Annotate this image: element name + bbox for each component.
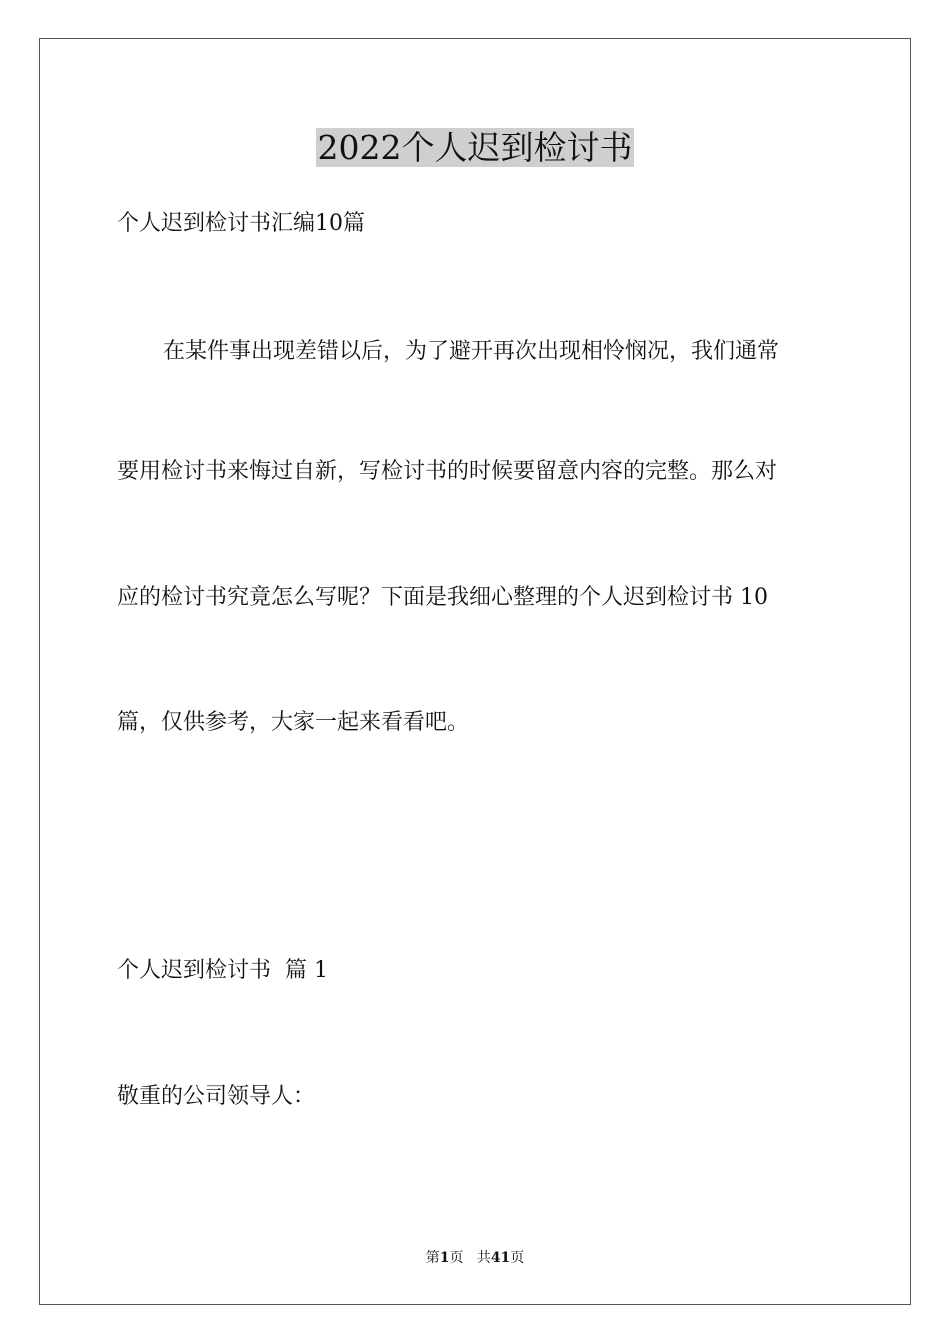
footer-page-suffix: 页 (449, 1250, 464, 1266)
footer-page-prefix: 第 (425, 1250, 440, 1266)
section-heading: 个人迟到检讨书 篇 1 (117, 958, 328, 983)
intro-line-2: 要用检讨书来悔过自新，写检讨书的时候要留意内容的完整。那么对 (117, 459, 778, 484)
document-title-text: 2022个人迟到检讨书 (317, 128, 633, 167)
footer-page-number: 1 (439, 1250, 450, 1266)
footer-total-pages: 41 (490, 1250, 511, 1266)
intro-line-4: 篇，仅供参考，大家一起来看看吧。 (117, 710, 470, 735)
footer-total-suffix: 页 (510, 1250, 525, 1266)
page-footer (0, 1248, 950, 1268)
document-subtitle: 个人迟到检讨书汇编10篇 (117, 211, 365, 236)
salutation: 敬重的公司领导人： (117, 1084, 316, 1109)
footer-total-prefix: 共 (476, 1250, 491, 1266)
intro-line-3: 应的检讨书究竟怎么写呢？下面是我细心整理的个人迟到检讨书 10 (117, 585, 768, 610)
intro-line-1: 在某件事出现差错以后，为了避开再次出现相怜悯况，我们通常 (163, 339, 780, 364)
document-title (0, 126, 950, 170)
